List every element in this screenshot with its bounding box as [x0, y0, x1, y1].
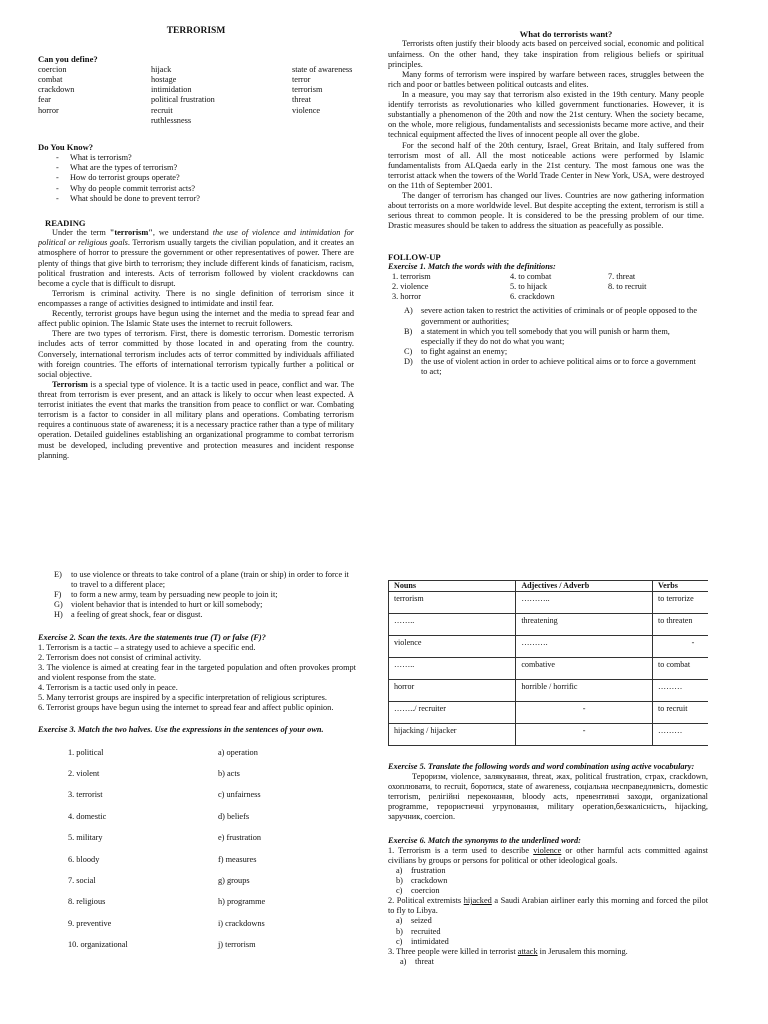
- definition-letter: B): [404, 326, 413, 336]
- exercise-6-option: [396, 927, 708, 937]
- exercise-1-word: [608, 292, 688, 302]
- table-cell: ……….: [516, 635, 653, 657]
- definition-letter: E): [54, 570, 62, 579]
- define-word: threat: [292, 95, 311, 105]
- exercise-3-right-item: g) groups: [218, 875, 250, 885]
- option-text: intimidated: [411, 936, 449, 946]
- exercise-3-left-item: 2. violent: [68, 768, 100, 778]
- exercise-3-left-item: 1. political: [68, 747, 104, 757]
- define-word: terrorism: [292, 85, 323, 95]
- table-header-cell: Verbs: [653, 581, 709, 592]
- col-bottom-right: [388, 580, 708, 1020]
- table-cell: to combat: [653, 657, 709, 679]
- exercise-3-left-item: 6. bloody: [68, 854, 100, 864]
- table-row: [389, 701, 709, 723]
- exercise-2-statement: 6. Terrorist groups have begun using the internet to spread fear and affect public opinion.: [38, 703, 334, 713]
- exercise-3-left-item: 7. social: [68, 875, 96, 885]
- exercise-1-word-grid: [392, 272, 704, 302]
- exercise-3-left-item: 5. military: [68, 833, 103, 843]
- define-word: crackdown: [38, 85, 75, 95]
- definition-item: [54, 590, 356, 600]
- definition-item: [54, 600, 356, 610]
- table-cell: -: [516, 701, 653, 723]
- exercise-1-word: 4. to combat: [510, 272, 552, 282]
- exercise-6-option: [396, 937, 708, 947]
- exercise-3-match-grid: [68, 748, 356, 951]
- option-text: threat: [415, 956, 434, 966]
- table-cell: horror: [389, 679, 516, 701]
- exercise-3-right-item: i) crackdowns: [218, 918, 265, 928]
- exercise-6-sentence-3: 3. Three people were killed in terrorist attack in Jerusalem this morning.: [388, 946, 628, 956]
- define-col-3: [271, 65, 354, 126]
- exercise-2-statement: 5. Many terrorist groups are inspired by a specific interpretation of religious scriptures.: [38, 693, 327, 703]
- exercise-3-title: Exercise 3. Match the two halves. Use the expressions in the sentences of your own.: [38, 725, 324, 735]
- exercise-3-right-item: b) acts: [218, 768, 240, 778]
- reading-paragraph-7: Many forms of terrorism were inspired by warfare between races, struggles between the rich and poor or battles between political outcasts and elites.: [388, 69, 704, 89]
- define-word: hijack: [151, 65, 172, 75]
- table-cell: terrorism: [389, 591, 516, 613]
- definition-letter: C): [404, 346, 413, 356]
- table-cell: horrible / horrific: [516, 679, 653, 701]
- define-col-2: [151, 65, 271, 126]
- table-cell: -: [653, 635, 709, 657]
- reading-paragraph-6: Terrorists often justify their bloody acts based on perceived social, economic and political unfairness. On the other hand, they take inspiration from religious beliefs or spiritual principles.: [388, 39, 704, 69]
- table-cell: threatening: [516, 613, 653, 635]
- option-text: coercion: [411, 886, 440, 896]
- exercise-3-right-item: h) programme: [218, 897, 266, 907]
- exercise-1-definitions: [404, 306, 704, 377]
- know-question: - What should be done to prevent terror?: [56, 194, 354, 204]
- option-letter: a): [400, 956, 407, 966]
- word-forms-table-body: [389, 591, 709, 745]
- exercise-2-title: Exercise 2. Scan the texts. Are the statements true (T) or false (F)?: [38, 632, 266, 642]
- table-row: [389, 657, 709, 679]
- exercise-1-title: Exercise 1. Match the words with the definitions:: [388, 262, 556, 272]
- define-col-1: [38, 65, 151, 126]
- col-top-left: [38, 26, 354, 500]
- exercise-1-word: 6. crackdown: [510, 292, 555, 302]
- table-cell: to recruit: [653, 701, 709, 723]
- exercise-3-left-item: 9. preventive: [68, 918, 112, 928]
- define-word: ruthlessness: [151, 115, 192, 125]
- exercise-3-left-item: 4. domestic: [68, 811, 107, 821]
- exercise-2-statement: 1. Terrorism is a tactic – a strategy used to achieve a specific end.: [38, 642, 256, 652]
- exercise-6-option: [396, 886, 708, 896]
- exercise-5-text: Тероризм, violence, залякування, threat, жах, political frustration, страх, crackdown, охоплювати, to recruit, боротися, state of awareness, соціальна несправедливість, domestic terrorism, релігійні переконання, bloody acts, превентивні заходи, organizational programme, терористичні угруповання, military operation,безжалісність, hijacking, заручник, coercion.: [388, 771, 708, 822]
- option-text: seized: [411, 916, 432, 926]
- exercise-3-right-item: e) frustration: [218, 833, 262, 843]
- reading-paragraph-4: There are two types of terrorism. First, there is domestic terrorism. Domestic terrorism includes acts of terror committed by those located in and operating from the country. Conversely, international terrorism includes acts of terror committed by individuals affiliated with foreign countries. The efforts of international terrorism typically further a political or social objective.: [38, 329, 354, 379]
- table-cell: ………: [653, 723, 709, 745]
- definition-letter: F): [54, 590, 62, 600]
- option-text: crackdown: [411, 875, 448, 885]
- exercise-3-left-item: 3. terrorist: [68, 790, 103, 800]
- exercise-3-left-item: 10. organizational: [68, 940, 128, 950]
- option-letter: b): [396, 875, 403, 885]
- definition-letter: H): [54, 610, 63, 620]
- table-cell: ……../ recruiter: [389, 701, 516, 723]
- reading-paragraph-10: The danger of terrorism has changed our lives. Countries are now gathering information about terrorists on a more worldwide level. But despite accepting the extent, terrorism is still a serious threat to common people. It is considered to be the pressing problem of our time. Drastic measures should be taken to address the situation as peacefully as possible.: [388, 191, 704, 231]
- table-cell: violence: [389, 635, 516, 657]
- exercise-6-option: [400, 957, 708, 967]
- definition-text: violent behavior that is intended to hurt or kill somebody;: [71, 600, 263, 610]
- exercise-2-statements: [38, 643, 356, 714]
- followup-heading: FOLLOW-UP: [388, 251, 441, 262]
- reading-paragraph-1: Under the term "terrorism", we understand the use of violence and intimidation for political or religious goals. Terrorism usually targets the civilian population, and it creates an atmosphere of horror to pressure the government or other representatives of power. There are plenty of things that give birth to terrorism; they include different kinds of fanaticism, racism, political frustration and interests. Acts of terrorism followed by violent crackdowns can become a cycle that is difficult to disrupt.: [38, 228, 354, 288]
- define-word: political frustration: [151, 95, 215, 105]
- exercise-6-sentence-2: 2. Political extremists hijacked a Saudi Arabian airliner early this morning and forced the pilot to fly to Libya.: [388, 896, 708, 916]
- exercise-6-option: [396, 876, 708, 886]
- table-row: [389, 635, 709, 657]
- table-row: [389, 591, 709, 613]
- definition-text: the use of violent action in order to achieve political aims or to force a government to act;: [421, 357, 696, 377]
- word-forms-table-header: [389, 581, 709, 592]
- table-header-cell: Nouns: [389, 581, 516, 592]
- exercise-3-right-item: d) beliefs: [218, 811, 250, 821]
- define-heading: Can you define?: [38, 53, 98, 64]
- col-bottom-left: [38, 568, 356, 1012]
- know-question: - What is terrorism?: [56, 153, 354, 163]
- exercise-3-right-item: a) operation: [218, 747, 258, 757]
- exercise-6-options-2: [396, 916, 708, 946]
- define-word: violence: [292, 105, 321, 115]
- reading-paragraph-5: Terrorism is a special type of violence. It is a tactic used in peace, conflict and war. The threat from terrorism is ever present, and an attack is likely to occur when least expected. A terrorist initiates the event that marks the transition from peace to conflict or war. Combating terrorism is a factor to consider in all military plans and operations. Combating terrorism requires a continuous state of awareness; it is a necessary practice rather than a type of military operation. Detailed guidelines establishing an organizational programme to combat terrorism must be developed, including preventive and protection measures and incident response planning.: [38, 379, 354, 460]
- definition-text: to fight against an enemy;: [421, 346, 508, 356]
- exercise-2-statement: 3. The violence is aimed at creating fear in the targeted population and often provokes prompt and violent response from the state.: [38, 662, 356, 682]
- know-question: - What are the types of terrorism?: [56, 163, 354, 173]
- table-row: [389, 723, 709, 745]
- define-word: intimidation: [151, 85, 192, 95]
- definition-text: to form a new army, team by persuading new people to join it;: [71, 590, 278, 600]
- exercise-1-word: 5. to hijack: [510, 282, 548, 292]
- define-word: terror: [292, 75, 311, 85]
- define-word: horror: [38, 105, 59, 115]
- exercise-6-option: [396, 916, 708, 926]
- definition-text: a feeling of great shock, fear or disgust.: [71, 610, 203, 620]
- option-letter: a): [396, 916, 403, 926]
- exercise-5-title: Exercise 5. Translate the following words and word combination using active vocabulary:: [388, 761, 695, 771]
- define-word: hostage: [151, 75, 177, 85]
- exercise-1-word: 1. terrorism: [392, 272, 431, 282]
- table-cell: -: [516, 723, 653, 745]
- definition-text: severe action taken to restrict the activities of criminals or of people opposed to the government or authorities;: [421, 306, 698, 326]
- reading-heading: READING: [45, 217, 86, 228]
- exercise-6-sentence-1: 1. Terrorism is a term used to describe violence or other harmful acts committed against civilians by groups or persons for political or other ideological goals.: [388, 845, 708, 865]
- table-cell: to terrorize: [653, 591, 709, 613]
- exercise-3-left-item: 8. religious: [68, 897, 106, 907]
- word-forms-table: [388, 580, 708, 746]
- definition-item: [404, 327, 704, 347]
- definition-letter: D): [404, 357, 413, 367]
- exercise-6-option: [396, 866, 708, 876]
- define-word: coercion: [38, 65, 67, 75]
- exercise-2-statement: 2. Terrorism does not consist of criminal activity.: [38, 652, 202, 662]
- exercise-3-right-item: f) measures: [218, 854, 257, 864]
- col-top-right: [388, 26, 704, 500]
- define-word: combat: [38, 75, 63, 85]
- define-word-grid: [38, 65, 354, 126]
- definition-item: [404, 306, 704, 326]
- define-word: fear: [38, 95, 51, 105]
- know-questions-list: [56, 153, 354, 204]
- know-question: - How do terrorist groups operate?: [56, 173, 354, 183]
- table-row: [389, 613, 709, 635]
- option-text: recruited: [411, 926, 441, 936]
- define-word: recruit: [151, 105, 173, 115]
- table-cell: ………: [653, 679, 709, 701]
- option-letter: c): [396, 936, 403, 946]
- option-letter: b): [396, 926, 403, 936]
- table-cell: ……..: [389, 613, 516, 635]
- option-letter: a): [396, 865, 403, 875]
- page-title: TERRORISM: [166, 26, 226, 36]
- exercise-1-word: 3. horror: [392, 292, 422, 302]
- exercise-3-right-item: c) unfairness: [218, 790, 261, 800]
- exercise-1-word: 8. to recruit: [608, 282, 647, 292]
- define-word: state of awareness: [292, 65, 353, 75]
- exercise-1-word: 7. threat: [608, 272, 636, 282]
- definition-letter: G): [54, 600, 63, 610]
- exercise-2-statement: 4. Terrorism is a tactic used only in peace.: [38, 683, 178, 693]
- definition-text: a statement in which you tell somebody that you will punish or harm them, especially if they do not do what you want;: [421, 326, 670, 346]
- table-cell: ………..: [516, 591, 653, 613]
- know-question: - Why do people commit terrorist acts?: [56, 184, 354, 194]
- know-heading: Do You Know?: [38, 141, 94, 152]
- option-text: frustration: [411, 865, 446, 875]
- exercise-1-definitions-continued: [54, 570, 356, 621]
- exercise-6-options-1: [396, 866, 708, 896]
- table-cell: ……..: [389, 657, 516, 679]
- exercise-6-title: Exercise 6. Match the synonyms to the underlined word:: [388, 835, 581, 845]
- reading-paragraph-3: Recently, terrorist groups have begun using the internet and the media to spread fear and affect public opinion. The Islamic State uses the internet to recruit followers.: [38, 309, 354, 329]
- exercise-1-word: 2. violence: [392, 282, 429, 292]
- option-letter: c): [396, 886, 403, 896]
- want-heading: What do terrorists want?: [519, 29, 613, 39]
- reading-paragraph-9: For the second half of the 20th century, Israel, Great Britain, and Italy suffered from terrorism most of all. All the most noticeable actions were performed by Islamic fundamentalists from ALQaeda early in the 21st century. The most famous one was the terrorist attack when the towers of the World Trade Center in New York, USA, were destroyed on the 11th of September 2001.: [388, 140, 704, 191]
- definition-item: [54, 570, 356, 590]
- exercise-6-options-3: [400, 957, 708, 967]
- table-header-cell: Adjectives / Adverb: [516, 581, 653, 592]
- exercise-3-right-item: j) terrorism: [218, 940, 256, 950]
- table-cell: hijacking / hijacker: [389, 723, 516, 745]
- definition-item: [404, 347, 704, 357]
- table-row: [389, 679, 709, 701]
- definition-letter: A): [404, 306, 413, 316]
- reading-paragraph-2: Terrorism is criminal activity. There is no single definition of terrorism since it encompasses a range of activities designed to intimidate and instil fear.: [38, 288, 354, 308]
- table-cell: combative: [516, 657, 653, 679]
- definition-item: [54, 610, 356, 620]
- table-cell: to threaten: [653, 613, 709, 635]
- definition-text: to use violence or threats to take control of a plane (train or ship) in order to force it to travel to a different place;: [71, 570, 349, 590]
- definition-item: [404, 357, 704, 377]
- reading-paragraph-8: In a measure, you may say that terrorism also existed in the 19th century. Many people identify terrorists as revolutionaries who killed government functionaries. However, it is substantially a phenomenon of the 20th and now the 21st century. When the society became, on the whole, more religious, fundamentalists and secessionists became more active, and their technical equipment affected the lives of innocent people all over the globe.: [388, 90, 704, 140]
